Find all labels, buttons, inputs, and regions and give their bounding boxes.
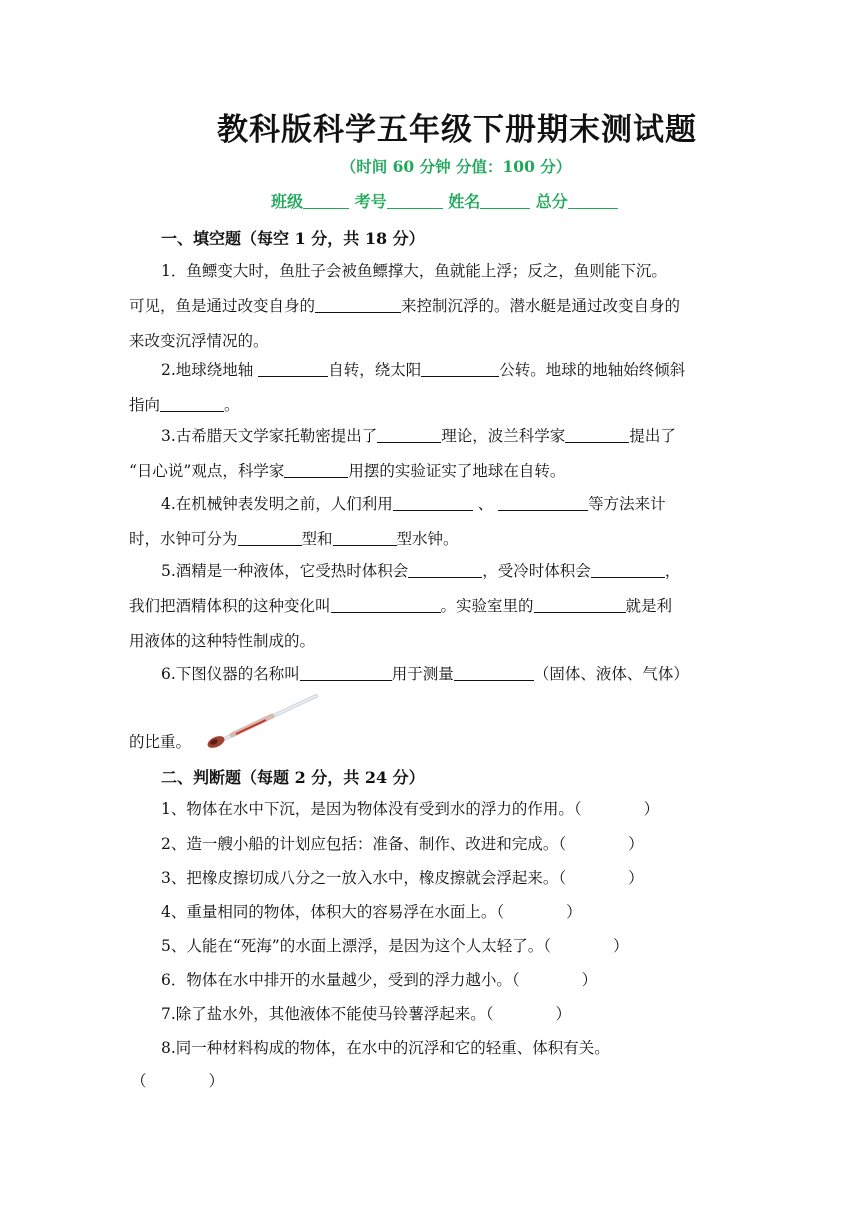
answer-blank[interactable] — [498, 494, 588, 511]
q6-text-b: 用于测量 — [391, 665, 454, 683]
student-info-line — [271, 189, 618, 212]
exam-number-label: 考号 — [354, 192, 387, 211]
judge-item-7: 7.除了盐水外，其他液体不能使马铃薯浮起来。（ ） — [161, 1005, 572, 1023]
q1-line1: 1．鱼鳔变大时，鱼肚子会被鱼鳔撑大，鱼就能上浮；反之，鱼则能下沉。 — [161, 262, 667, 280]
exam-number-blank[interactable] — [387, 192, 443, 209]
q3-text-e: 用摆的实验证实了地球在自转。 — [348, 462, 566, 480]
answer-blank[interactable] — [565, 426, 629, 443]
answer-blank[interactable] — [331, 596, 441, 613]
exam-subtitle: （时间 60 分钟 分值：100 分） — [340, 157, 572, 176]
q5-text-c: ， — [664, 562, 681, 580]
q3-text-c: 提出了 — [629, 427, 676, 445]
question-2 — [129, 353, 729, 423]
q2-text-e: 。 — [224, 396, 240, 414]
answer-blank[interactable] — [258, 360, 328, 377]
q4-text-e: 型和 — [301, 530, 333, 548]
q3-text-b: 理论，波兰科学家 — [441, 427, 566, 445]
q6-text-a: 6.下图仪器的名称叫 — [161, 665, 300, 683]
q5-text-b: ，受冷时体积会 — [482, 562, 591, 580]
q1-line3: 来改变沉浮情况的。 — [129, 332, 269, 350]
answer-blank[interactable] — [534, 596, 626, 613]
q4-text-d: 时，水钟可分为 — [129, 530, 238, 548]
judge-item-8-paren: （ ） — [131, 1072, 225, 1090]
q4-text-a: 4.在机械钟表发明之前，人们利用 — [161, 495, 393, 513]
total-score-blank[interactable] — [568, 192, 618, 209]
answer-blank[interactable] — [591, 561, 665, 578]
hydrometer-image — [200, 690, 322, 750]
judge-item-3: 3、把橡皮擦切成八分之一放入水中，橡皮擦就会浮起来。（ ） — [161, 869, 644, 887]
section-fill-heading: 一、填空题（每空 1 分，共 18 分） — [161, 229, 425, 248]
q3-text-a: 3.古希腊天文学家托勒密提出了 — [161, 427, 378, 445]
q2-text-b: 自转，绕太阳 — [328, 361, 422, 379]
judge-item-1: 1、物体在水中下沉，是因为物体没有受到水的浮力的作用。（ ） — [161, 800, 660, 818]
q5-text-f: 就是利 — [625, 597, 673, 615]
q5-text-g: 用液体的这种特性制成的。 — [129, 632, 316, 650]
class-blank[interactable] — [303, 192, 349, 209]
judge-item-5: 5、人能在“死海”的水面上漂浮，是因为这个人太轻了。（ ） — [161, 937, 629, 955]
answer-blank[interactable] — [421, 360, 499, 377]
q2-text-a: 2.地球绕地轴 — [161, 361, 259, 379]
question-5 — [129, 554, 729, 659]
q6-text-d: 的比重。 — [129, 733, 192, 751]
answer-blank[interactable] — [300, 664, 392, 681]
question-3 — [129, 419, 729, 489]
judge-item-6: 6．物体在水中排开的水量越少，受到的浮力越小。（ ） — [161, 971, 598, 989]
total-score-label: 总分 — [535, 192, 568, 211]
question-6 — [129, 657, 729, 692]
answer-blank[interactable] — [393, 494, 473, 511]
q2-text-d: 指向 — [129, 396, 161, 414]
name-label: 姓名 — [448, 192, 481, 211]
name-blank[interactable] — [480, 192, 530, 209]
answer-blank[interactable] — [333, 529, 397, 546]
answer-blank[interactable] — [454, 664, 534, 681]
question-4 — [129, 487, 729, 557]
q4-text-c: 等方法来计 — [588, 495, 666, 513]
q6-text-c: （固体、液体、气体） — [533, 665, 689, 683]
q5-text-e: 。实验室里的 — [440, 597, 534, 615]
q5-text-d: 我们把酒精体积的这种变化叫 — [129, 597, 331, 615]
q1-text-b: 来控制沉浮的。潜水艇是通过改变自身的 — [401, 297, 681, 315]
judge-item-8: 8.同一种材料构成的物体，在水中的沉浮和它的轻重、体积有关。 — [161, 1039, 610, 1057]
answer-blank[interactable] — [408, 561, 482, 578]
q2-text-c: 公转。地球的地轴始终倾斜 — [499, 361, 686, 379]
answer-blank[interactable] — [377, 426, 441, 443]
question-1 — [129, 254, 729, 359]
q5-text-a: 5.酒精是一种液体，它受热时体积会 — [161, 562, 409, 580]
page-title: 教科版科学五年级下册期末测试题 — [217, 112, 697, 148]
judge-item-4: 4、重量相同的物体，体积大的容易浮在水面上。（ ） — [161, 903, 582, 921]
answer-blank[interactable] — [315, 296, 401, 313]
judge-item-2: 2、造一艘小船的计划应包括：准备、制作、改进和完成。（ ） — [161, 835, 644, 853]
q1-text-a: 可见，鱼是通过改变自身的 — [129, 297, 316, 315]
q4-text-f: 型水钟。 — [396, 530, 459, 548]
section-judge-heading: 二、判断题（每题 2 分，共 24 分） — [161, 768, 425, 787]
answer-blank[interactable] — [284, 461, 348, 478]
class-label: 班级 — [271, 192, 304, 211]
answer-blank[interactable] — [238, 529, 302, 546]
q4-text-b: 、 — [472, 495, 499, 513]
q3-text-d: “日心说”观点，科学家 — [129, 462, 285, 480]
answer-blank[interactable] — [160, 395, 224, 412]
